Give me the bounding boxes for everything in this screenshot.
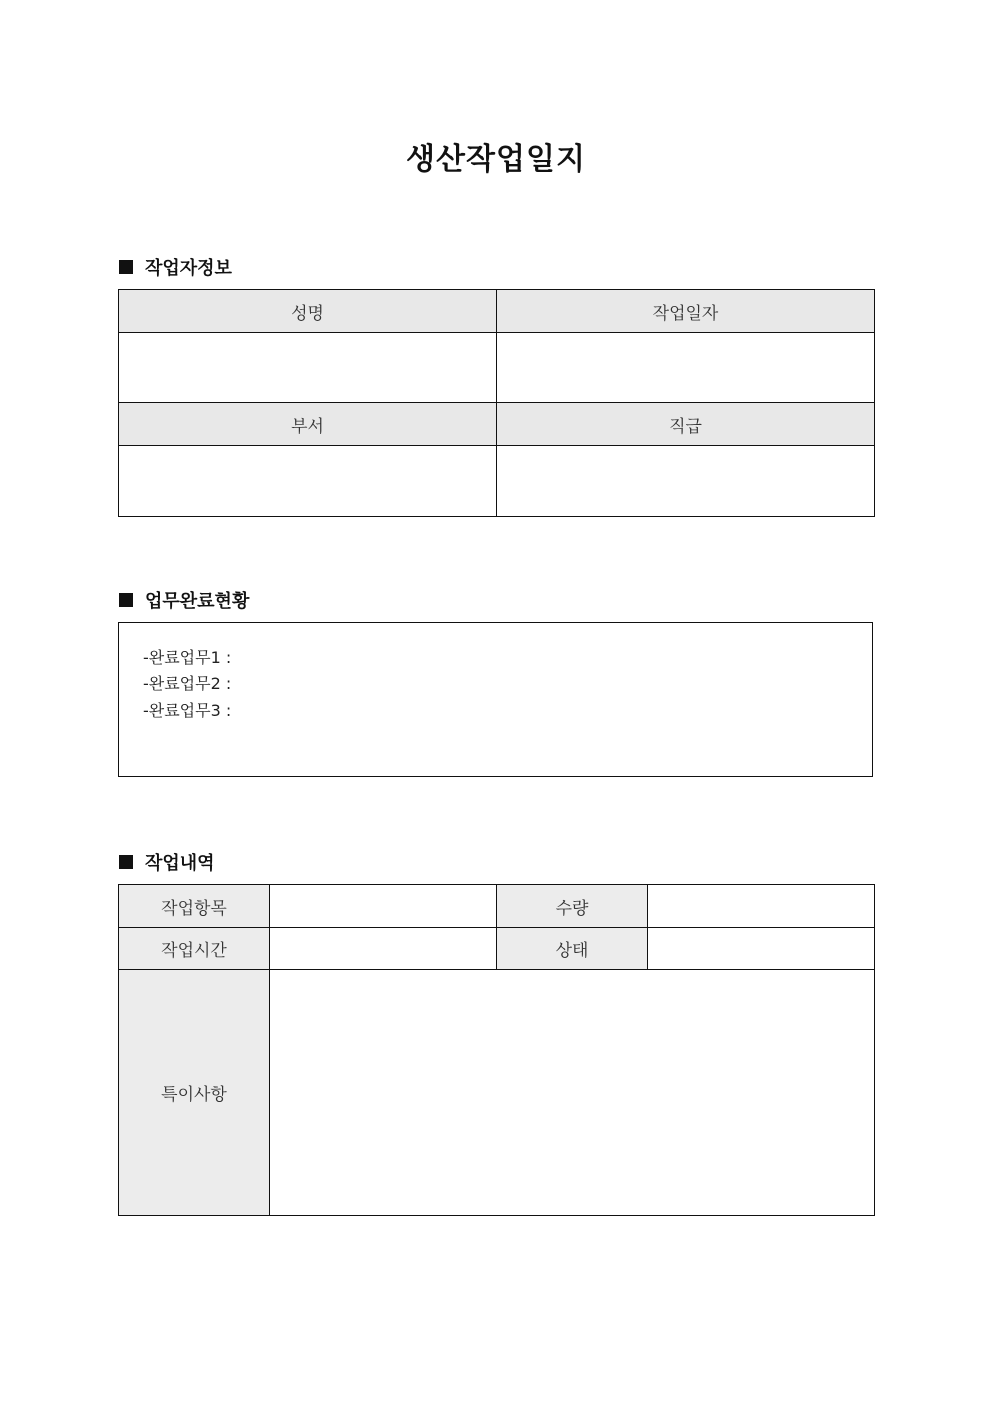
section-title: 작업자정보 bbox=[145, 258, 232, 279]
square-bullet-icon bbox=[119, 593, 133, 607]
name-field[interactable] bbox=[119, 333, 497, 403]
square-bullet-icon bbox=[119, 855, 133, 869]
name-label: 성명 bbox=[119, 290, 497, 333]
work-time-field[interactable] bbox=[270, 928, 497, 970]
work-time-label: 작업시간 bbox=[119, 928, 270, 970]
department-label: 부서 bbox=[119, 403, 497, 446]
status-field[interactable] bbox=[648, 928, 875, 970]
completion-item-3: -완료업무3 : bbox=[143, 701, 232, 720]
status-label: 상태 bbox=[497, 928, 648, 970]
section-title: 작업내역 bbox=[145, 853, 215, 874]
section-worker-info-heading bbox=[119, 254, 232, 280]
section-work-detail-heading bbox=[119, 849, 215, 875]
work-item-field[interactable] bbox=[270, 885, 497, 928]
work-date-field[interactable] bbox=[497, 333, 875, 403]
remarks-label: 특이사항 bbox=[119, 970, 270, 1216]
square-bullet-icon bbox=[119, 260, 133, 274]
quantity-field[interactable] bbox=[648, 885, 875, 928]
document-title: 생산작업일지 bbox=[406, 142, 586, 177]
position-label: 직급 bbox=[497, 403, 875, 446]
position-field[interactable] bbox=[497, 446, 875, 517]
remarks-field[interactable] bbox=[270, 970, 875, 1216]
department-field[interactable] bbox=[119, 446, 497, 517]
quantity-label: 수량 bbox=[497, 885, 648, 928]
work-date-label: 작업일자 bbox=[497, 290, 875, 333]
completion-item-2: -완료업무2 : bbox=[143, 674, 232, 693]
section-title: 업무완료현황 bbox=[145, 591, 250, 612]
worker-info-table bbox=[118, 289, 875, 517]
work-item-label: 작업항목 bbox=[119, 885, 270, 928]
section-completion-heading bbox=[119, 587, 249, 613]
completion-box[interactable] bbox=[118, 622, 873, 777]
completion-item-1: -완료업무1 : bbox=[143, 648, 232, 667]
work-detail-table bbox=[118, 884, 875, 1216]
